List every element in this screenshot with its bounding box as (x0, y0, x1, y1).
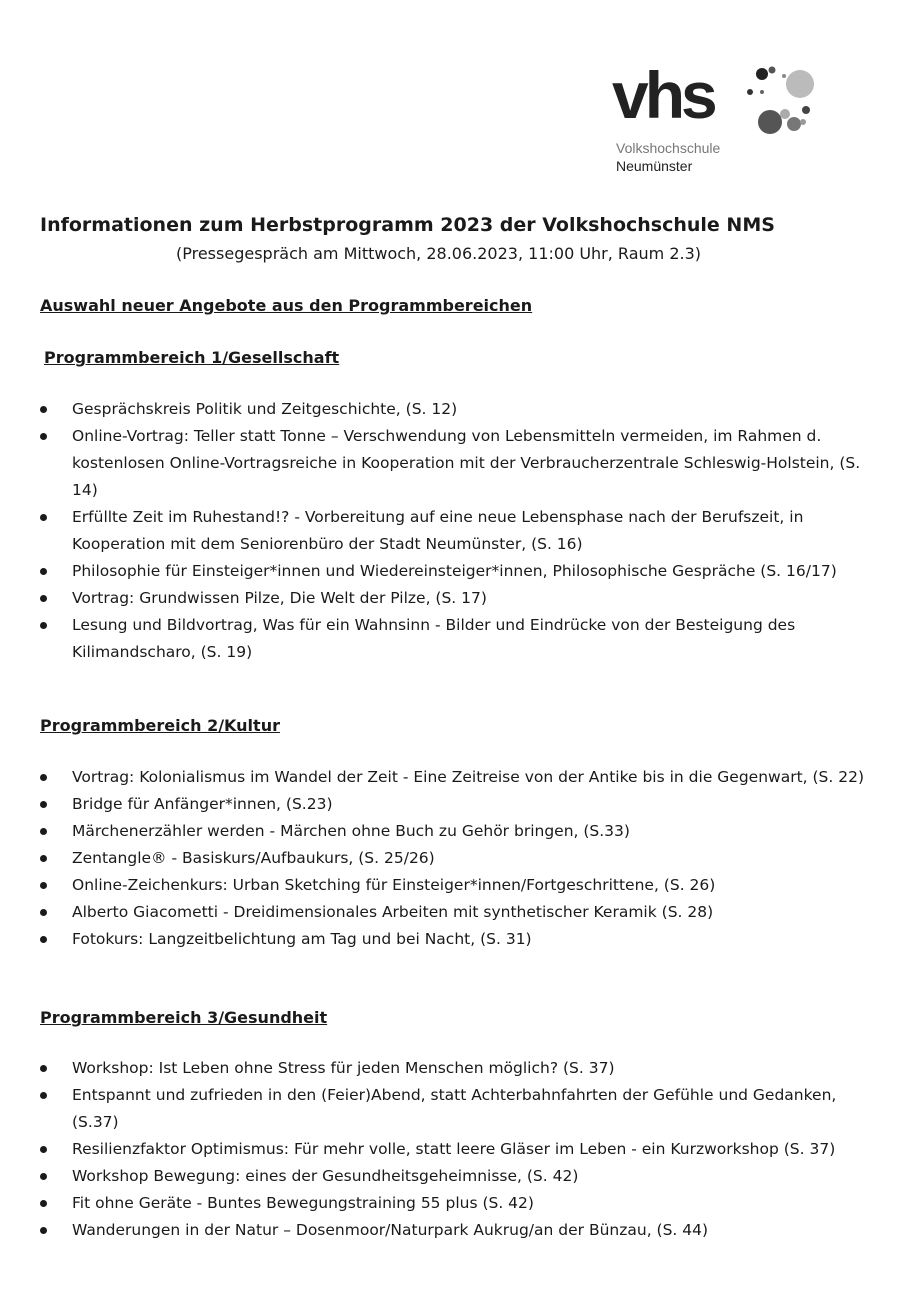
logo-subtitle-line2: Neumünster (616, 158, 693, 174)
list-item: Gesprächskreis Politik und Zeitgeschichte, (S. 12) (0, 396, 899, 423)
list-item: Online-Zeichenkurs: Urban Sketching für Einsteiger*innen/Fortgeschrittene, (S. 26) (0, 872, 899, 899)
document-subtitle: (Pressegespräch am Mittwoch, 28.06.2023, 11:00 Uhr, Raum 2.3) (176, 244, 701, 263)
vhs-logo (610, 60, 830, 180)
list-item: Alberto Giacometti - Dreidimensionales Arbeiten mit synthetischer Keramik (S. 28) (0, 899, 899, 926)
section-heading-gesundheit: Programmbereich 3/Gesundheit (40, 1008, 328, 1027)
list-item: Fotokurs: Langzeitbelichtung am Tag und bei Nacht, (S. 31) (0, 926, 899, 953)
logo-dots-icon (740, 62, 820, 142)
section-heading-kultur: Programmbereich 2/Kultur (40, 716, 280, 735)
list-item: Entspannt und zufrieden in den (Feier)Abend, statt Achterbahnfahrten der Gefühle und Gedanken, (S.37) (0, 1082, 899, 1136)
list-item: Lesung und Bildvortrag, Was für ein Wahnsinn - Bilder und Eindrücke von der Besteigung des Kilimandscharo, (S. 19) (0, 612, 899, 666)
list-item: Workshop: Ist Leben ohne Stress für jeden Menschen möglich? (S. 37) (0, 1055, 899, 1082)
logo-subtitle-line1: Volkshochschule (616, 140, 721, 156)
intro-heading: Auswahl neuer Angebote aus den Programmbereichen (40, 296, 533, 315)
list-item: Bridge für Anfänger*innen, (S.23) (0, 791, 899, 818)
section-list-kultur (0, 764, 899, 953)
list-item: Resilienzfaktor Optimismus: Für mehr volle, statt leere Gläser im Leben - ein Kurzworkshop (S. 37) (0, 1136, 899, 1163)
list-item: Märchenerzähler werden - Märchen ohne Buch zu Gehör bringen, (S.33) (0, 818, 899, 845)
section-list-gesellschaft (0, 396, 899, 666)
document-title: Informationen zum Herbstprogramm 2023 der Volkshochschule NMS (40, 214, 775, 236)
logo-wordmark: vhs (612, 58, 714, 132)
section-list-gesundheit (0, 1055, 899, 1244)
list-item: Wanderungen in der Natur – Dosenmoor/Naturpark Aukrug/an der Bünzau, (S. 44) (0, 1217, 899, 1244)
list-item: Vortrag: Kolonialismus im Wandel der Zeit - Eine Zeitreise von der Antike bis in die Gegenwart, (S. 22) (0, 764, 899, 791)
list-item: Erfüllte Zeit im Ruhestand!? - Vorbereitung auf eine neue Lebensphase nach der Berufszeit, in Kooperation mit dem Seniorenbüro der Stadt Neumünster, (S. 16) (0, 504, 899, 558)
list-item: Online-Vortrag: Teller statt Tonne – Verschwendung von Lebensmitteln vermeiden, im Rahmen d. kostenlosen Online-Vortragsreiche in Kooperation mit der Verbraucherzentrale Schleswig-Holstein, (S. 14) (0, 423, 899, 504)
list-item: Fit ohne Geräte - Buntes Bewegungstraining 55 plus (S. 42) (0, 1190, 899, 1217)
section-heading-gesellschaft: Programmbereich 1/Gesellschaft (44, 348, 340, 367)
list-item: Workshop Bewegung: eines der Gesundheitsgeheimnisse, (S. 42) (0, 1163, 899, 1190)
list-item: Zentangle® - Basiskurs/Aufbaukurs, (S. 25/26) (0, 845, 899, 872)
list-item: Vortrag: Grundwissen Pilze, Die Welt der Pilze, (S. 17) (0, 585, 899, 612)
list-item: Philosophie für Einsteiger*innen und Wiedereinsteiger*innen, Philosophische Gespräche (S. 16/17) (0, 558, 899, 585)
